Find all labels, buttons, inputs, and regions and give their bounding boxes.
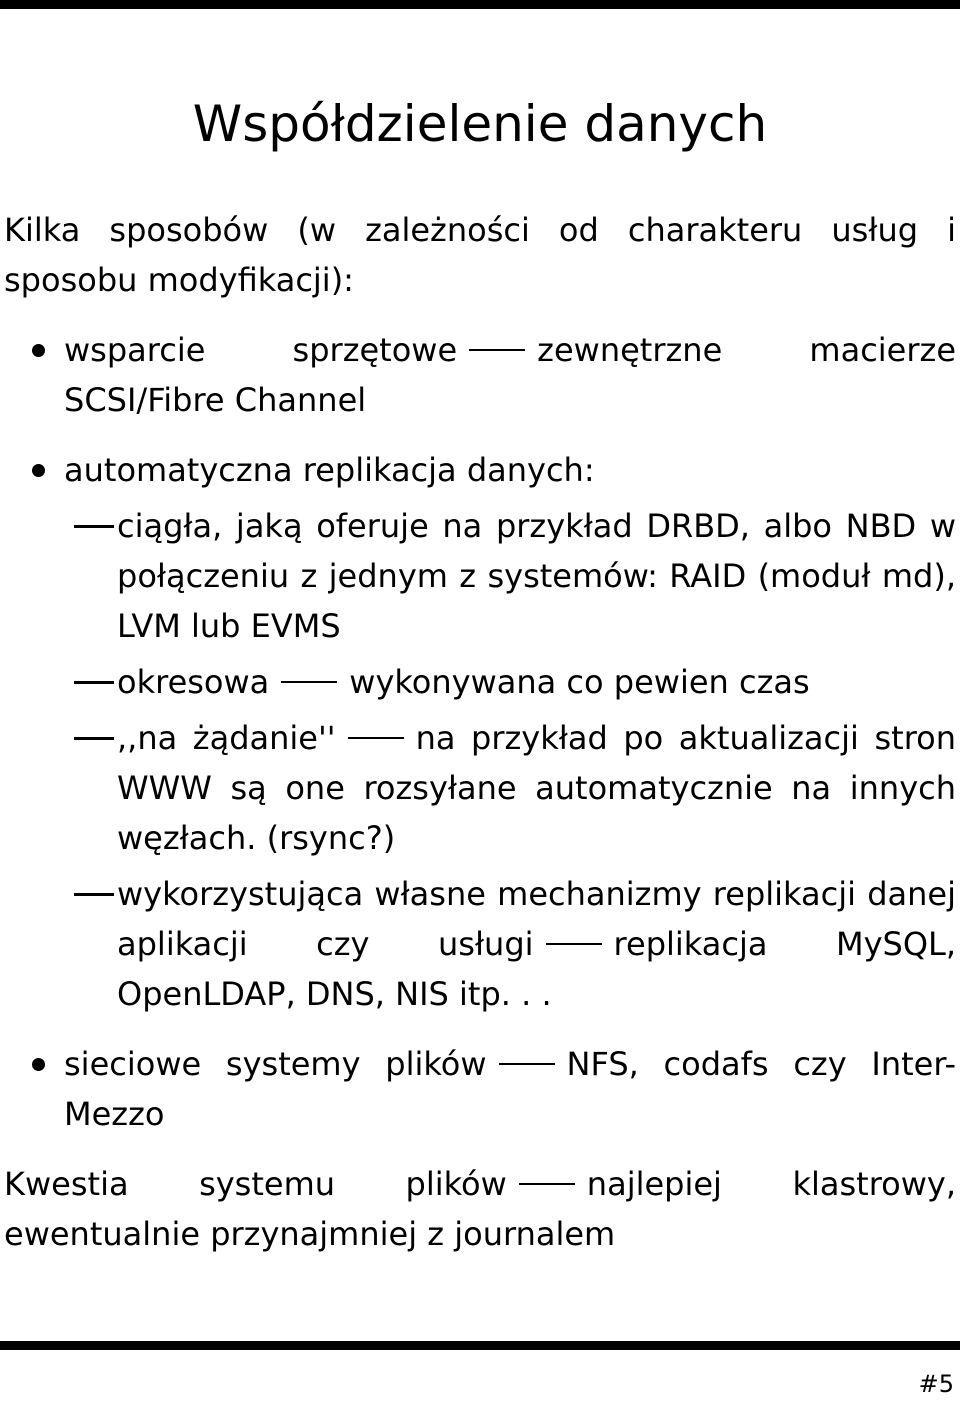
bullet-icon — [32, 344, 45, 357]
sub-list — [64, 501, 956, 1019]
page-title: Współdzielenie danych — [192, 95, 768, 153]
bullet-text-lead: wsparcie sprzętowe — [64, 331, 458, 369]
sub-item-text-rest: na przykład po aktualizacji stron WWW są one rozsyłane automatycznie na innych węzłach. (rsync?) — [117, 719, 957, 857]
outro-text-lead: Kwestia systemu plików — [4, 1165, 507, 1203]
dash-icon — [74, 893, 114, 896]
bullet-text-rest: zewnętrzne macierze SCSI/Fibre Channel — [64, 331, 956, 419]
dash-icon — [469, 349, 525, 351]
sub-list-item — [4, 869, 956, 1019]
dash-icon — [74, 525, 114, 528]
bottom-rule — [0, 1341, 960, 1350]
list-item — [4, 1039, 956, 1139]
sub-item-text-rest: wykonywana co pewien czas — [349, 663, 810, 701]
page-number: #5 — [918, 1370, 954, 1398]
sub-item-text-lead: ,,na żądanie'' — [117, 719, 336, 757]
sub-item-text-lead: okresowa — [117, 663, 270, 701]
dash-icon — [281, 681, 337, 683]
dash-icon — [519, 1183, 575, 1185]
sub-item-text: ciągła, jaką oferuje na przykład DRBD, albo NBD w połączeniu z jednym z systemów: RAID (moduł md), LVM lub EVMS — [117, 507, 956, 645]
bullet-text-lead: sieciowe systemy plików — [64, 1045, 487, 1083]
outro-text-rest: najlepiej klastrowy, ewentualnie przynajmniej z journalem — [4, 1165, 957, 1253]
bullet-text-rest: NFS, codafs czy Inter-Mezzo — [64, 1045, 957, 1133]
list-item — [4, 325, 956, 425]
dash-icon — [499, 1063, 555, 1065]
dash-icon — [348, 737, 404, 739]
list-item — [4, 445, 956, 1019]
dash-icon — [74, 737, 114, 740]
dash-icon — [546, 943, 602, 945]
sub-list-item — [4, 501, 956, 651]
bullet-icon — [32, 464, 45, 477]
outro-paragraph — [4, 1159, 956, 1259]
sub-list-item — [4, 713, 956, 863]
bullet-icon — [32, 1058, 45, 1071]
sub-item-text-rest: replikacja MySQL, OpenLDAP, DNS, NIS itp. . . — [117, 925, 957, 1013]
sub-list-item — [4, 657, 956, 707]
bullet-list — [4, 325, 956, 1139]
bullet-text: automatyczna replikacja danych: — [64, 451, 595, 489]
dash-icon — [74, 681, 114, 684]
intro-paragraph: Kilka sposobów (w zależności od charakteru usług i sposobu modyfikacji): — [4, 211, 956, 299]
slide-body — [4, 205, 956, 1259]
top-rule — [0, 0, 960, 9]
sub-item-text-lead: wykorzystująca własne mechanizmy replikacji danej aplikacji czy usługi — [117, 875, 956, 963]
